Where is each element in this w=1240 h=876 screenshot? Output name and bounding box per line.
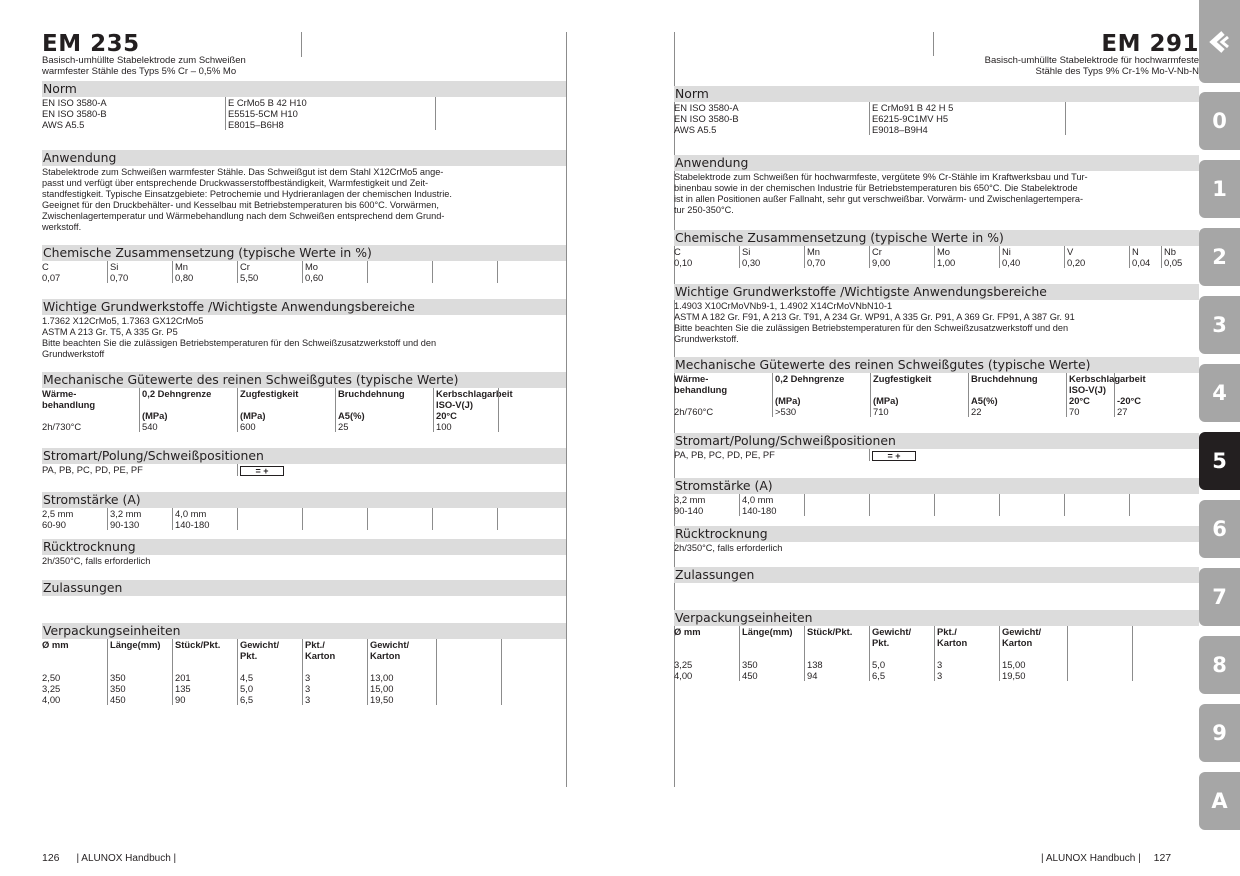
stromstaerke-diameter: 2,5 mm [42, 507, 74, 519]
stromstaerke-diameter [497, 508, 566, 519]
tab-chapter-6[interactable]: 6 [1199, 500, 1240, 558]
stromstaerke-diameter: 3,2 mm [107, 508, 172, 519]
mechanik-unit: 20°C [1066, 395, 1114, 406]
stromstaerke-diameter [432, 508, 497, 519]
chemie-header: C [674, 246, 681, 257]
verpackung-header [436, 650, 501, 661]
chemie-header: Nb [1161, 246, 1199, 257]
verpackung-spacer [804, 648, 869, 659]
mechanik-header: 0,2 Dehngrenze [772, 373, 870, 384]
mechanik-value: 25 [335, 421, 433, 432]
left-page-border [566, 32, 567, 787]
verpackung-header: Karton [302, 650, 367, 661]
verpackung-header [501, 650, 566, 661]
mechanik-header: ISO-V(J) [1066, 384, 1114, 395]
stromstaerke-diameter [302, 508, 367, 519]
mechanik-value: 100 [433, 421, 498, 432]
verpackung-header [107, 650, 172, 661]
table-row: 6,5 [869, 670, 934, 681]
product-title: EM 291 [1101, 31, 1199, 57]
table-row: E CrMo5 B 42 H10 [225, 97, 435, 108]
stromstaerke-diameter [1129, 494, 1199, 505]
section-mechanik: Mechanische Gütewerte des reinen Schweißgutes (typische Werte) [42, 372, 566, 388]
table-row: E6215-9C1MV H5 [869, 113, 1065, 124]
footer-left: 126 | ALUNOX Handbuch | [42, 852, 177, 864]
mechanik-header: Kerbschlagarbeit [1066, 373, 1114, 384]
stromstaerke-diameter: 4,0 mm [172, 508, 237, 519]
table-row: 13,00 [367, 672, 436, 683]
tab-chapter-7[interactable]: 7 [1199, 568, 1240, 626]
table-row [501, 683, 566, 694]
section-anwendung: Anwendung [674, 155, 1199, 171]
stromstaerke-diameter: 4,0 mm [739, 494, 804, 505]
stromstaerke-ampere [934, 505, 999, 516]
table-row: 350 [107, 683, 172, 694]
chemie-header: Cr [237, 261, 302, 272]
chemie-header: Cr [869, 246, 934, 257]
mechanik-header: Wärme- [42, 388, 77, 399]
stromstaerke-ampere: 140-180 [739, 505, 804, 516]
verpackung-spacer [501, 661, 566, 672]
verpackung-spacer [172, 661, 237, 672]
verpackung-spacer [1132, 648, 1199, 659]
verpackung-header [804, 637, 869, 648]
table-row: 19,50 [367, 694, 436, 705]
verpackung-header: Karton [934, 637, 999, 648]
stromstaerke-ampere: 140-180 [172, 519, 237, 530]
product-subtitle: Basisch-umhüllte Stabelektrode zum Schweißen warmfester Stähle des Typs 5% Cr – 0,5% Mo [42, 55, 246, 77]
table-row: 4,5 [237, 672, 302, 683]
mechanik-header: behandlung [674, 384, 728, 395]
mechanik-unit [42, 410, 139, 421]
section-stromart: Stromart/Polung/Schweißpositionen [42, 448, 566, 464]
table-row: 2,50 [42, 671, 61, 683]
section-chemie: Chemische Zusammensetzung (typische Werte in %) [674, 230, 1199, 246]
mechanik-value: >530 [772, 406, 870, 417]
table-row [501, 672, 566, 683]
stromstaerke-ampere [869, 505, 934, 516]
tab-chapter-9[interactable]: 9 [1199, 704, 1240, 762]
verpackung-header: Länge(mm) [739, 626, 804, 637]
chemie-table [42, 261, 566, 283]
product-subtitle: Basisch-umhüllte Stabelektrode für hochwarmfeste Stähle des Typs 9% Cr-1% Mo-V-Nb-N [984, 55, 1199, 77]
ruecktrocknung-text: 2h/350°C, falls erforderlich [42, 555, 151, 566]
verpackung-header [1132, 626, 1199, 637]
mechanik-unit: A5(%) [335, 410, 433, 421]
verpackung-header: Ø mm [42, 638, 69, 650]
norm-table [42, 97, 566, 130]
mechanik-value: 27 [1114, 406, 1199, 417]
mechanik-header: Bruchdehnung [968, 373, 1066, 384]
stromstaerke-ampere [497, 519, 566, 530]
verpackung-header: Pkt./ [302, 639, 367, 650]
chemie-value: 1,00 [934, 257, 999, 268]
header [42, 32, 566, 81]
table-row: E9018–B9H4 [869, 124, 1065, 135]
mechanik-header [968, 384, 1066, 395]
verpackung-header: Stück/Pkt. [172, 639, 237, 650]
table-row: 3,25 [42, 682, 61, 694]
mechanik-header [870, 384, 968, 395]
stromstaerke-table [674, 494, 1199, 516]
verpackung-header: Gewicht/ [237, 639, 302, 650]
mechanik-unit: (MPa) [237, 410, 335, 421]
table-row: AWS A5.5 [42, 119, 85, 130]
section-grundwerkstoffe: Wichtige Grundwerkstoffe /Wichtigste Anwendungsbereiche [42, 299, 566, 315]
mechanik-unit: (MPa) [772, 395, 870, 406]
page-em235 [42, 32, 566, 705]
mechanik-header: 0,2 Dehngrenze [139, 388, 237, 399]
table-row: 201 [172, 672, 237, 683]
table-row [1067, 670, 1132, 681]
mechanik-header [498, 388, 566, 399]
verpackung-header: Karton [999, 637, 1067, 648]
section-norm: Norm [42, 81, 566, 97]
section-verpackung: Verpackungseinheiten [674, 610, 1199, 626]
chemie-header: Ni [999, 246, 1064, 257]
tab-chapter-A[interactable]: A [1199, 772, 1240, 830]
section-norm: Norm [674, 86, 1199, 102]
section-stromstaerke: Stromstärke (A) [674, 478, 1199, 494]
section-ruecktrocknung: Rücktrocknung [674, 526, 1199, 542]
table-row: 15,00 [999, 659, 1067, 670]
table-row [501, 694, 566, 705]
page-em291 [674, 32, 1199, 681]
verpackung-header: Karton [367, 650, 436, 661]
mechanik-header [335, 399, 433, 410]
table-row [1132, 670, 1199, 681]
mechanik-header [1114, 373, 1199, 384]
table-row: E CrMo91 B 42 H 5 [869, 102, 1065, 113]
chemie-header: Si [739, 246, 804, 257]
table-row [436, 672, 501, 683]
table-row: 3 [934, 659, 999, 670]
table-row: 5,0 [869, 659, 934, 670]
verpackung-table [674, 626, 1199, 681]
mechanik-table [42, 388, 566, 432]
chemie-header: Mo [934, 246, 999, 257]
table-row: 19,50 [999, 670, 1067, 681]
mechanik-header: ISO-V(J) [433, 399, 498, 410]
mechanik-unit [674, 395, 772, 406]
verpackung-header: Gewicht/ [367, 639, 436, 650]
stromstaerke-ampere [1064, 505, 1129, 516]
table-row [1065, 102, 1199, 113]
verpackung-spacer [739, 648, 804, 659]
table-row: 135 [172, 683, 237, 694]
chemie-header: Mo [302, 261, 367, 272]
tab-chapter-3[interactable]: 3 [1199, 296, 1240, 354]
mechanik-value: 2h/730°C [42, 421, 82, 432]
chevron-logo-icon [1207, 29, 1233, 55]
chemie-header [432, 261, 497, 272]
mechanik-header: Kerbschlagarbeit [433, 388, 498, 399]
section-anwendung: Anwendung [42, 150, 566, 166]
table-row: EN ISO 3580-A [674, 102, 739, 113]
chemie-header: V [1064, 246, 1129, 257]
norm-table [674, 102, 1199, 135]
table-row [436, 694, 501, 705]
table-row: 6,5 [237, 694, 302, 705]
verpackung-spacer [999, 648, 1067, 659]
chemie-value: 0,70 [107, 272, 172, 283]
table-row [436, 683, 501, 694]
grundwerkstoffe-text: 1.7362 X12CrMo5, 1.7363 GX12CrMo5 ASTM A 213 Gr. T5, A 335 Gr. P5 Bitte beachten Sie die zulässigen Betriebstemperaturen für den Schweißzusatzwerkstoff und den Grundwerkstoff [42, 316, 437, 359]
mechanik-unit: (MPa) [870, 395, 968, 406]
stromstaerke-diameter [804, 494, 869, 505]
tab-chapter-8[interactable]: 8 [1199, 636, 1240, 694]
chemie-value: 0,80 [172, 272, 237, 283]
mechanik-header [1114, 384, 1199, 395]
chemie-value: 0,10 [674, 257, 693, 268]
section-zulassungen: Zulassungen [42, 580, 566, 596]
table-row: 450 [107, 694, 172, 705]
stromart-table: PA, PB, PC, PD, PE, PF = + [674, 449, 1199, 461]
chemie-value: 5,50 [237, 272, 302, 283]
verpackung-header: Pkt. [869, 637, 934, 648]
chemie-header [497, 261, 566, 272]
section-zulassungen: Zulassungen [674, 567, 1199, 583]
stromstaerke-ampere [432, 519, 497, 530]
mechanik-value: 2h/760°C [674, 406, 714, 417]
stromstaerke-ampere [1129, 505, 1199, 516]
table-row: 3 [302, 672, 367, 683]
verpackung-spacer [674, 648, 739, 659]
verpackung-header [501, 639, 566, 650]
stromstaerke-diameter [1064, 494, 1129, 505]
mechanik-unit: 20°C [433, 410, 498, 421]
grundwerkstoffe-text: 1.4903 X10CrMoVNb9-1, 1.4902 X14CrMoVNbN10-1 ASTM A 182 Gr. F91, A 213 Gr. T91, A 234 Gr. WP91, A 335 Gr. P91, A 369 Gr. FP91, A 387 Gr. 91 Bitte beachten Sie die zulässigen Betriebstemperaturen für den Schweißzusatzwerkstoff und den Grundwerkstoff. [674, 301, 1075, 344]
tab-chapter-4[interactable]: 4 [1199, 364, 1240, 422]
chemie-header: C [42, 261, 49, 272]
mechanik-header: behandlung [42, 399, 96, 410]
verpackung-spacer [237, 661, 302, 672]
section-grundwerkstoffe: Wichtige Grundwerkstoffe /Wichtigste Anwendungsbereiche [674, 284, 1199, 300]
chemie-header [367, 261, 432, 272]
stromstaerke-ampere: 90-130 [107, 519, 172, 530]
table-row [435, 97, 566, 108]
verpackung-spacer [1067, 648, 1132, 659]
table-row: 15,00 [367, 683, 436, 694]
alunox-logo-icon [1199, 0, 1240, 83]
verpackung-header [172, 650, 237, 661]
anwendung-text: Stabelektrode zum Schweißen warmfester Stähle. Das Schweißgut ist dem Stahl X12CrMo5 ange- passt und verfügt über entsprechende Druckwasserstoffbeständigkeit, Warmfestigkeit und Zeit- standfestigkeit. Typische Einsatzgebiete: Petrochemie und Hydrieranlagen der chemischen Industrie. Geeignet für den Druckbehälter- und Kesselbau mit Betriebstemperaturen bis 600°C. Vorwärmen, Zwischenlagertemperatur und Wärmebehandlung nach dem Schweißen entsprechend dem Grund- werkstoff. [42, 167, 452, 232]
stromstaerke-table [42, 508, 566, 530]
mechanik-value: 70 [1066, 406, 1114, 417]
mechanik-value: 710 [870, 406, 968, 417]
verpackung-header: Gewicht/ [999, 626, 1067, 637]
table-row: E8015–B6H8 [225, 119, 435, 130]
verpackung-spacer [302, 661, 367, 672]
chemie-header: N [1129, 246, 1161, 257]
section-mechanik: Mechanische Gütewerte des reinen Schweißgutes (typische Werte) [674, 357, 1199, 373]
stromstaerke-ampere [804, 505, 869, 516]
verpackung-header [436, 639, 501, 650]
stromart-table: PA, PB, PC, PD, PE, PF = + [42, 464, 566, 476]
mechanik-table [674, 373, 1199, 417]
table-row: 94 [804, 670, 869, 681]
chapter-tabs [1199, 0, 1240, 876]
verpackung-header: Pkt./ [934, 626, 999, 637]
chemie-value [432, 272, 497, 283]
chemie-table [674, 246, 1199, 268]
table-row: EN ISO 3580-B [674, 113, 739, 124]
verpackung-spacer [869, 648, 934, 659]
verpackung-header: Ø mm [674, 625, 701, 637]
table-row [1067, 659, 1132, 670]
stromstaerke-diameter [934, 494, 999, 505]
table-row [1132, 659, 1199, 670]
table-row: 350 [739, 659, 804, 670]
table-row: E5515-5CM H10 [225, 108, 435, 119]
product-title: EM 235 [42, 31, 140, 57]
chemie-value: 0,07 [42, 272, 61, 283]
stromstaerke-diameter [999, 494, 1064, 505]
chemie-header: Mn [804, 246, 869, 257]
stromstaerke-diameter [237, 508, 302, 519]
table-row: 350 [107, 672, 172, 683]
stromstaerke-ampere [237, 519, 302, 530]
verpackung-header [1132, 637, 1199, 648]
chemie-value: 9,00 [869, 257, 934, 268]
chemie-value [497, 272, 566, 283]
mechanik-value: 540 [139, 421, 237, 432]
mechanik-value [498, 421, 566, 432]
stromstaerke-diameter [869, 494, 934, 505]
chemie-value: 0,60 [302, 272, 367, 283]
table-row: 90 [172, 694, 237, 705]
stromstaerke-ampere [302, 519, 367, 530]
verpackung-spacer [367, 661, 436, 672]
mechanik-unit [498, 410, 566, 421]
verpackung-spacer [436, 661, 501, 672]
table-row: 3 [934, 670, 999, 681]
table-row [435, 108, 566, 119]
stromstaerke-diameter: 3,2 mm [674, 493, 706, 505]
anwendung-text: Stabelektrode zum Schweißen für hochwarmfeste, vergütete 9% Cr-Stähle im Kraftwerksbau und Tur- binenbau sowie in der chemischen Industrie für Betriebstemperaturen bis 650°C. Die Stabelektrode ist in allen Positionen außer Fallnaht, sehr gut verschweißbar. Vorwärm- und Zwischenlagertempera- tur 250-350°C. [674, 172, 1088, 215]
mechanik-unit: -20°C [1114, 395, 1199, 406]
verpackung-header: Länge(mm) [107, 639, 172, 650]
mechanik-header [498, 399, 566, 410]
tab-chapter-0[interactable]: 0 [1199, 92, 1240, 150]
table-row: 4,00 [674, 669, 693, 681]
mechanik-unit: A5(%) [968, 395, 1066, 406]
verpackung-spacer [934, 648, 999, 659]
table-row: 3 [302, 694, 367, 705]
chemie-value [367, 272, 432, 283]
section-stromart: Stromart/Polung/Schweißpositionen [674, 433, 1199, 449]
footer-right: | ALUNOX Handbuch | 127 [1041, 852, 1172, 864]
chemie-header: Si [107, 261, 172, 272]
verpackung-header [1067, 637, 1132, 648]
chemie-value: 0,04 [1129, 257, 1161, 268]
table-row [435, 119, 566, 130]
verpackung-header [42, 650, 107, 661]
section-chemie: Chemische Zusammensetzung (typische Werte in %) [42, 245, 566, 261]
stromstaerke-ampere: 60-90 [42, 518, 66, 530]
header [674, 32, 1199, 86]
table-row: 4,00 [42, 693, 61, 705]
mechanik-header [772, 384, 870, 395]
verpackung-spacer [107, 661, 172, 672]
mechanik-header [139, 399, 237, 410]
verpackung-header: Pkt. [237, 650, 302, 661]
polung-symbol-icon: = + [240, 466, 284, 476]
verpackung-spacer [42, 661, 107, 672]
mechanik-header [237, 399, 335, 410]
table-row [1065, 113, 1199, 124]
mechanik-header: Zugfestigkeit [237, 388, 335, 399]
mechanik-unit: (MPa) [139, 410, 237, 421]
chemie-header: Mn [172, 261, 237, 272]
verpackung-header [739, 637, 804, 648]
verpackung-header: Stück/Pkt. [804, 626, 869, 637]
section-ruecktrocknung: Rücktrocknung [42, 539, 566, 555]
chemie-value: 0,70 [804, 257, 869, 268]
tab-chapter-5[interactable]: 5 [1199, 432, 1240, 490]
table-row [1065, 124, 1199, 135]
table-row: EN ISO 3580-B [42, 108, 107, 119]
chemie-value: 0,40 [999, 257, 1064, 268]
chemie-value: 0,20 [1064, 257, 1129, 268]
verpackung-table [42, 639, 566, 705]
mechanik-header: Bruchdehnung [335, 388, 433, 399]
polung-symbol-icon: = + [872, 451, 916, 461]
verpackung-header [1067, 626, 1132, 637]
stromstaerke-ampere [367, 519, 432, 530]
page-number: 126 [42, 852, 60, 864]
table-row: EN ISO 3580-A [42, 97, 107, 108]
mechanik-header: Zugfestigkeit [870, 373, 968, 384]
chemie-value: 0,05 [1161, 257, 1199, 268]
table-row: 450 [739, 670, 804, 681]
mechanik-header: Wärme- [674, 373, 709, 384]
section-stromstaerke: Stromstärke (A) [42, 492, 566, 508]
tab-chapter-1[interactable]: 1 [1199, 160, 1240, 218]
table-row: 5,0 [237, 683, 302, 694]
verpackung-header [674, 637, 739, 648]
stromstaerke-ampere [999, 505, 1064, 516]
section-verpackung: Verpackungseinheiten [42, 623, 566, 639]
chemie-value: 0,30 [739, 257, 804, 268]
page-number: 127 [1153, 852, 1172, 864]
stromstaerke-diameter [367, 508, 432, 519]
table-row: 138 [804, 659, 869, 670]
ruecktrocknung-text: 2h/350°C, falls erforderlich [674, 542, 783, 553]
stromstaerke-ampere: 90-140 [674, 504, 704, 516]
table-row: AWS A5.5 [674, 124, 717, 135]
mechanik-value: 22 [968, 406, 1066, 417]
table-row: 3 [302, 683, 367, 694]
table-row: 3,25 [674, 658, 693, 670]
mechanik-value: 600 [237, 421, 335, 432]
tab-chapter-2[interactable]: 2 [1199, 228, 1240, 286]
verpackung-header: Gewicht/ [869, 626, 934, 637]
